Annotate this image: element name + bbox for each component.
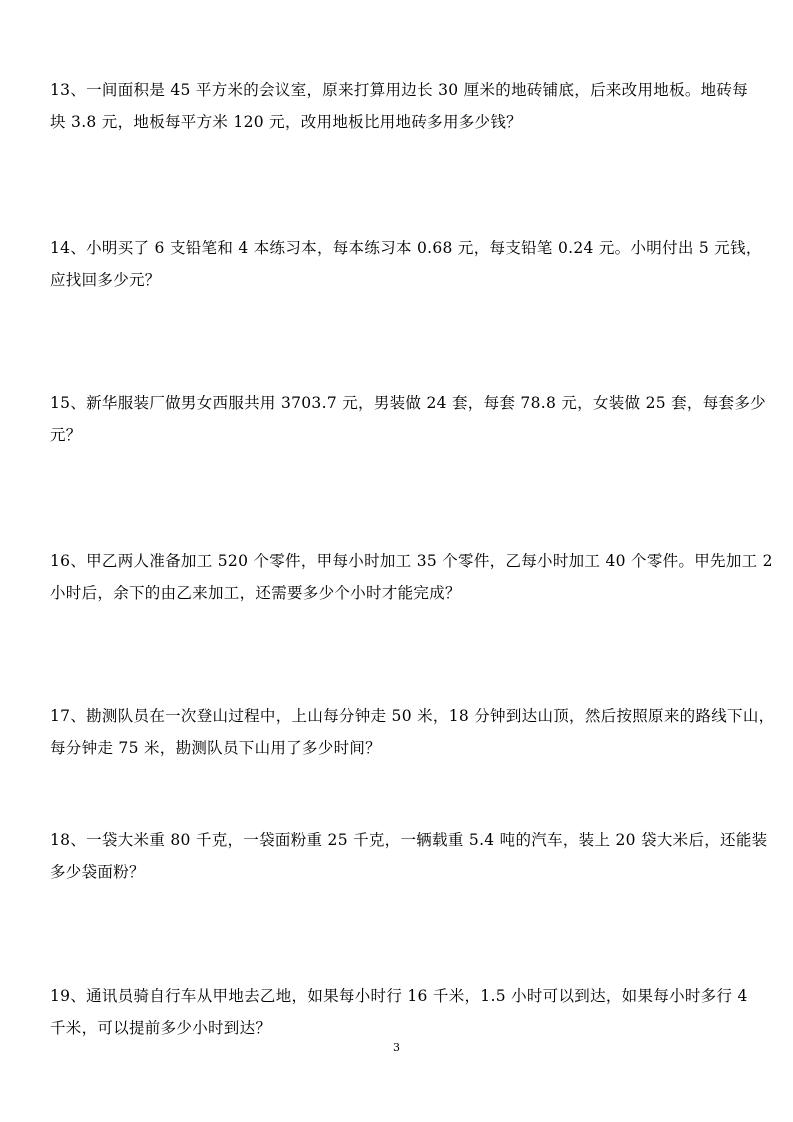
problem-13 bbox=[50, 74, 750, 138]
problem-13-line-1: 13、一间面积是 45 平方米的会议室，原来打算用边长 30 厘米的地砖铺底，后来改用地板。地砖每 bbox=[50, 81, 749, 99]
problem-15 bbox=[50, 387, 766, 451]
problem-19-line-2: 千米，可以提前多少小时到达？ bbox=[50, 1019, 272, 1037]
problem-19 bbox=[50, 980, 750, 1044]
problem-14 bbox=[50, 232, 762, 296]
problem-13-line-2: 块 3.8 元，地板每平方米 120 元，改用地板比用地砖多用多少钱？ bbox=[50, 113, 522, 131]
problem-17-line-1: 17、勘测队员在一次登山过程中，上山每分钟走 50 米，18 分钟到达山顶，然后按照原来的路线下山， bbox=[50, 707, 775, 725]
problem-19-line-1: 19、通讯员骑自行车从甲地去乙地，如果每小时行 16 千米，1.5 小时可以到达，如果每小时多行 4 bbox=[50, 987, 748, 1005]
problem-16-line-1: 16、甲乙两人准备加工 520 个零件，甲每小时加工 35 个零件，乙每小时加工 40 个零件。甲先加工 2 bbox=[50, 552, 773, 570]
problem-14-line-2: 应找回多少元？ bbox=[50, 271, 161, 289]
problem-17 bbox=[50, 700, 775, 764]
problem-16-line-2: 小时后，余下的由乙来加工，还需要多少个小时才能完成？ bbox=[50, 584, 461, 602]
problem-16 bbox=[50, 545, 773, 609]
problem-18-line-1: 18、一袋大米重 80 千克，一袋面粉重 25 千克，一辆载重 5.4 吨的汽车，装上 20 袋大米后，还能装 bbox=[50, 831, 768, 849]
problem-14-line-1: 14、小明买了 6 支铅笔和 4 本练习本，每本练习本 0.68 元，每支铅笔 0.24 元。小明付出 5 元钱， bbox=[50, 239, 762, 257]
page-number: 3 bbox=[393, 1041, 400, 1054]
problem-18 bbox=[50, 824, 768, 888]
problem-15-line-1: 15、新华服装厂做男女西服共用 3703.7 元，男装做 24 套，每套 78.8 元，女装做 25 套，每套多少 bbox=[50, 394, 766, 412]
problem-18-line-2: 多少袋面粉？ bbox=[50, 863, 145, 881]
problem-15-line-2: 元？ bbox=[50, 426, 82, 444]
problem-17-line-2: 每分钟走 75 米，勘测队员下山用了多少时间？ bbox=[50, 739, 381, 757]
